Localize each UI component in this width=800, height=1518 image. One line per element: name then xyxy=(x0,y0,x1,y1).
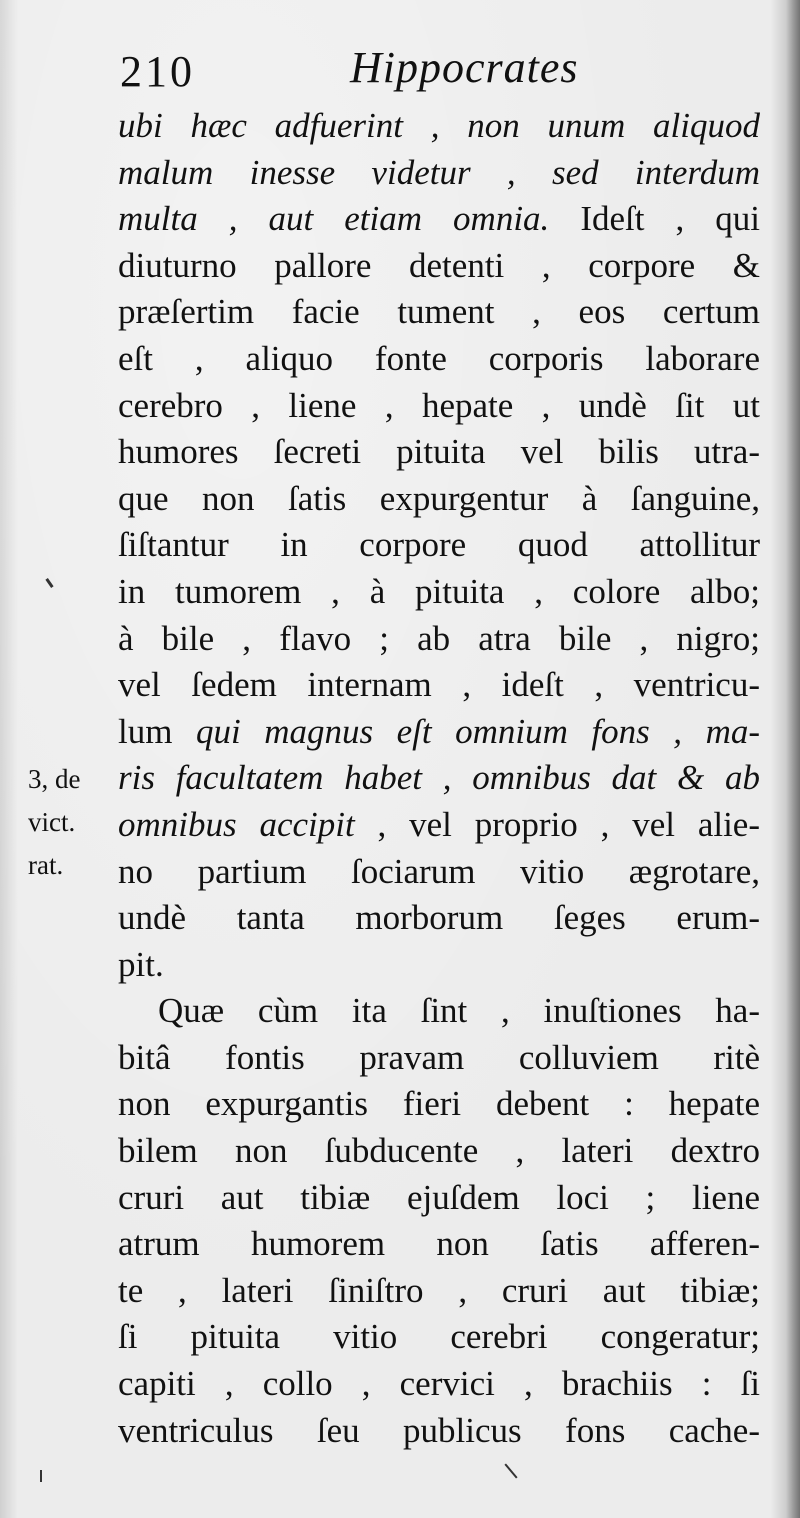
roman-text: te , lateri ſiniſtro , cruri aut tibiæ; xyxy=(118,1270,760,1310)
text-line xyxy=(118,103,760,150)
text-line xyxy=(118,988,760,1035)
text-line xyxy=(118,1221,760,1268)
margin-note-line: rat. xyxy=(28,850,64,880)
text-line xyxy=(118,150,760,197)
text-line xyxy=(118,895,760,942)
italic-text: ris facultatem habet , omnibus dat & ab xyxy=(118,758,760,798)
paragraph xyxy=(118,988,760,1454)
roman-text: bitâ fontis pravam colluviem ritè xyxy=(118,1037,760,1077)
text-line xyxy=(118,196,760,243)
text-line xyxy=(118,243,760,290)
roman-text: non expurgantis fieri debent : hepate xyxy=(118,1084,760,1124)
text-line xyxy=(118,383,760,430)
text-line xyxy=(118,1035,760,1082)
roman-text: undè tanta morborum ſeges erum- xyxy=(118,898,760,938)
text-line xyxy=(118,1361,760,1408)
margin-note xyxy=(28,758,116,887)
roman-text: cruri aut tibiæ ejuſdem loci ; liene xyxy=(118,1177,760,1217)
roman-text: in tumorem , à pituita , colore albo; xyxy=(118,571,760,611)
roman-text: humores ſecreti pituita vel bilis utra- xyxy=(118,432,760,472)
text-line xyxy=(118,1314,760,1361)
page-number: 210 xyxy=(120,47,195,96)
roman-text: que non ſatis expurgentur à ſanguine, xyxy=(118,478,760,518)
text-line xyxy=(118,755,760,802)
roman-text: à bile , flavo ; ab atra bile , nigro; xyxy=(118,618,760,658)
text-line xyxy=(118,522,760,569)
roman-text: vel ſedem internam , ideſt , ventricu- xyxy=(118,665,760,705)
roman-text: præſertim facie tument , eos certum xyxy=(118,292,760,332)
roman-text: lum xyxy=(118,711,196,751)
text-line xyxy=(118,1408,760,1455)
margin-note-line: 3, de xyxy=(28,764,81,794)
page-edge-shadow xyxy=(786,0,800,1518)
print-speck xyxy=(40,1470,42,1482)
italic-text: malum inesse videtur , sed interdum xyxy=(118,152,760,192)
roman-text: Quæ cùm ita ſint , inuſtiones ha- xyxy=(158,991,760,1031)
italic-text: qui magnus eſt omnium fons , ma- xyxy=(195,711,760,751)
roman-text: cerebro , liene , hepate , undè ſit ut xyxy=(118,385,760,425)
text-line xyxy=(118,849,760,896)
roman-text: Ideſt , qui xyxy=(549,199,760,239)
running-title: Hippocrates xyxy=(350,43,579,92)
italic-text: ubi hæc adfuerint , non unum aliquod xyxy=(118,106,760,145)
text-line xyxy=(118,709,760,756)
text-line xyxy=(118,289,760,336)
roman-text: ſi pituita vitio cerebri congeratur; xyxy=(118,1317,760,1357)
text-line xyxy=(118,569,760,616)
roman-text: diuturno pallore detenti , corpore & xyxy=(118,245,760,285)
text-line xyxy=(118,942,760,989)
text-line xyxy=(118,662,760,709)
roman-text: pit. xyxy=(118,944,164,984)
text-line xyxy=(118,1081,760,1128)
roman-text: bilem non ſubducente , lateri dextro xyxy=(118,1131,760,1171)
print-speck xyxy=(504,1463,517,1478)
italic-text: omnibus accipit xyxy=(118,804,355,844)
roman-text: ſiſtantur in corpore quod attollitur xyxy=(118,525,760,565)
roman-text: eſt , aliquo fonte corporis laborare xyxy=(118,338,760,378)
text-line xyxy=(118,616,760,663)
text-line xyxy=(118,429,760,476)
italic-text: multa , aut etiam omnia. xyxy=(118,199,550,239)
roman-text: atrum humorem non ſatis afferen- xyxy=(118,1224,760,1264)
margin-note-line: vict. xyxy=(28,807,76,837)
paragraph xyxy=(118,103,760,988)
text-block xyxy=(118,103,760,1454)
running-head xyxy=(118,42,758,98)
text-line xyxy=(118,1268,760,1315)
text-line xyxy=(118,476,760,523)
text-line xyxy=(118,1175,760,1222)
roman-text: , vel proprio , vel alie- xyxy=(354,804,760,844)
print-speck xyxy=(45,578,53,588)
roman-text: ventriculus ſeu publicus fons cache- xyxy=(118,1410,760,1450)
text-line xyxy=(118,1128,760,1175)
roman-text: capiti , collo , cervici , brachiis : ſi xyxy=(118,1364,760,1404)
text-line xyxy=(118,802,760,849)
text-line xyxy=(118,336,760,383)
roman-text: no partium ſociarum vitio ægrotare, xyxy=(118,851,760,891)
